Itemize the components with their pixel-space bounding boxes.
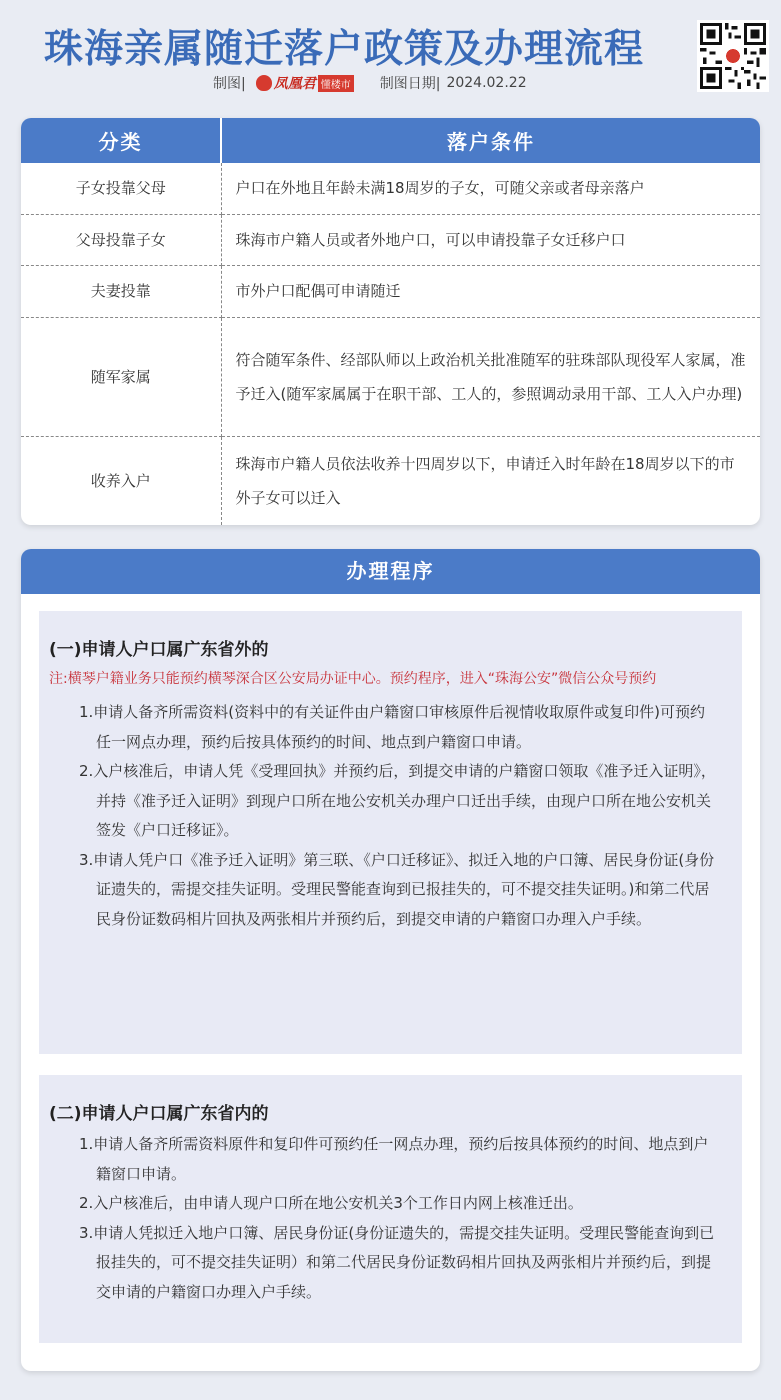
brand-logo (256, 73, 354, 93)
table-row (21, 163, 760, 214)
section-title: (二)申请人户口属广东省内的 (49, 1104, 269, 1124)
step-item: 3.申请人凭户口《准予迁入证明》第三联、《户口迁移证》、拟迁入地的户口簿、居民身份证(身份证遗失的，需提交挂失证明。受理民警能查询到已报挂失的，可不提交挂失证明。)和第二代居民身份证数码相片回执及两张相片并预约后，到提交申请的户籍窗口办理入户手续。 (79, 850, 715, 928)
step-item: 2.入户核准后，由申请人现户口所在地公安机关3个工作日内网上核准迁出。 (79, 1194, 583, 1212)
conditions-table (21, 118, 760, 525)
step-item: 2.入户核准后，申请人凭《受理回执》并预约后，到提交申请的户籍窗口领取《准予迁入证明》，并持《准予迁入证明》到现户口所在地公安机关办理户口迁出手续，由现户口所在地公安机关签发《户口迁移证》。 (79, 762, 716, 839)
category-cell: 随军家属 (21, 317, 221, 436)
section-out-of-province (39, 611, 742, 1054)
category-cell: 夫妻投靠 (21, 265, 221, 317)
table-row (21, 436, 760, 525)
step-list (49, 1130, 732, 1307)
page-header (0, 0, 781, 110)
conditions-card (21, 118, 760, 525)
category-cell: 父母投靠子女 (21, 214, 221, 265)
brand-name: 凤凰君 (273, 76, 316, 92)
qr-code-icon[interactable] (697, 20, 769, 92)
category-cell: 收养入户 (21, 436, 221, 525)
table-row (21, 214, 760, 265)
column-header-condition: 落户条件 (221, 118, 760, 163)
table-row (21, 265, 760, 317)
date-label: 制图日期| (379, 76, 441, 92)
credit-line (213, 73, 527, 93)
section-note: 注:横琴户籍业务只能预约横琴深合区公安局办证中心。预约程序，进入“珠海公安”微信公众号预约 (49, 671, 657, 687)
date-value: 2024.02.22 (446, 75, 527, 91)
procedure-title: 办理程序 (21, 549, 760, 594)
column-header-category: 分类 (21, 118, 221, 163)
condition-cell: 市外户口配偶可申请随迁 (221, 265, 760, 317)
step-item: 1.申请人备齐所需资料(资料中的有关证件由户籍窗口审核原件后视情收取原件或复印件)可预约任一网点办理，预约后按具体预约的时间、地点到户籍窗口申请。 (79, 703, 706, 751)
table-row (21, 317, 760, 436)
category-cell: 子女投靠父母 (21, 163, 221, 214)
procedure-card (21, 549, 760, 1371)
condition-cell: 珠海市户籍人员或者外地户口，可以申请投靠子女迁移户口 (221, 214, 760, 265)
step-list (49, 698, 732, 934)
condition-cell: 符合随军条件、经部队师以上政治机关批准随军的驻珠部队现役军人家属，准予迁入(随军家属属于在职干部、工人的，参照调动录用干部、工人入户办理) (221, 317, 760, 436)
page-title: 珠海亲属随迁落户政策及办理流程 (44, 27, 645, 72)
section-in-province (39, 1075, 742, 1343)
step-item: 3.申请人凭拟迁入地户口簿、居民身份证(身份证遗失的，需提交挂失证明。受理民警能查询到已报挂失的，可不提交挂失证明）和第二代居民身份证数码相片回执及两张相片并预约后，到提交申请的户籍窗口办理入户手续。 (79, 1223, 715, 1301)
condition-cell: 珠海市户籍人员依法收养十四周岁以下，申请迁入时年龄在18周岁以下的市外子女可以迁入 (235, 454, 735, 507)
mascot-icon (256, 75, 272, 91)
condition-cell: 户口在外地且年龄未满18周岁的子女，可随父亲或者母亲落户 (221, 163, 760, 214)
section-title: (一)申请人户口属广东省外的 (49, 640, 269, 660)
brand-tag: 懂楼市 (318, 75, 354, 92)
made-by-label: 制图| (213, 76, 246, 92)
step-item: 1.申请人备齐所需资料原件和复印件可预约任一网点办理，预约后按具体预约的时间、地点到户籍窗口申请。 (79, 1135, 709, 1183)
